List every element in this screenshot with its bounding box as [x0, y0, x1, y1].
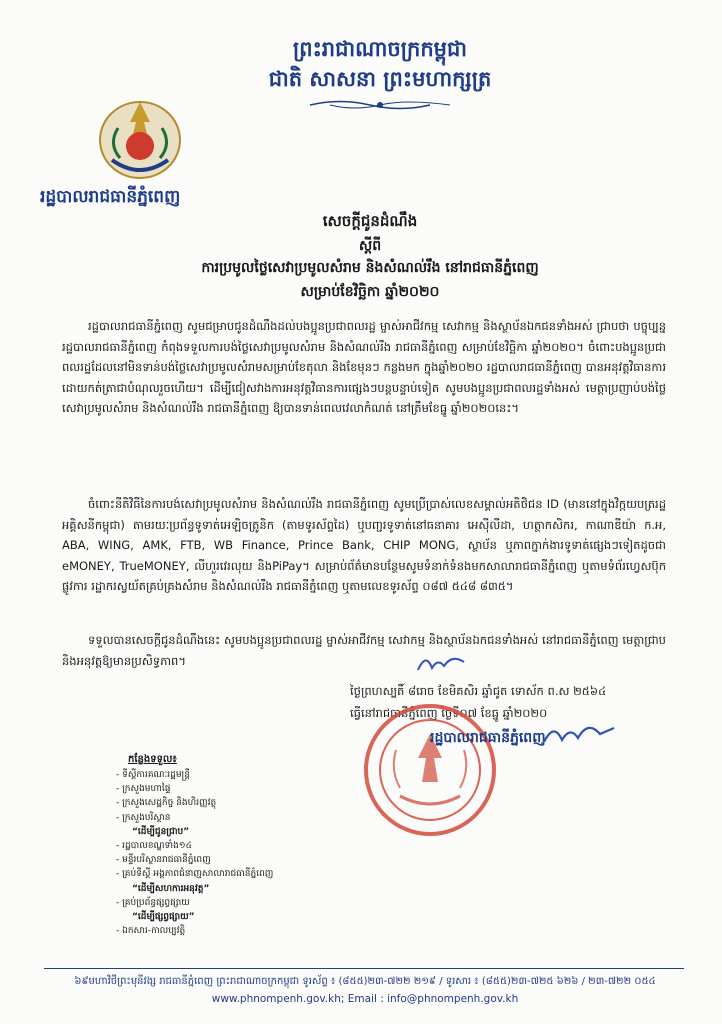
- recipient-item: - មន្ទីរបរិស្ថានរាជធានីភ្នំពេញ: [116, 855, 211, 866]
- notice-subject-label: ស្តីពី: [358, 238, 382, 254]
- notice-title: សេចក្តីជូនដំណឹង: [322, 212, 418, 230]
- paragraph-text: ចំពោះនីតិវិធីនៃការបង់សេវាប្រមូលសំរាម និងសំណល់រឹង រាជធានីភ្នំពេញ សូមប្រើប្រាស់លេខសម្គាល់អតិថិជន ID (មាននៅក្នុងវិក្កយបត្ររដ្ឋអគ្គិសនីកម្ពុជា) តាមរយៈប្រព័ន្ធទូទាត់អេឡិចត្រូនិក (តាមទូរស័ព្ទដៃ) ឬបញ្ជរទូទាត់នៅធនាគារ អេស៊ីលីដា, ហត្ថាកសិករ, កាណាឌីយ៉ា ក.អ, ABA, WING, AMK, FTB, WB Finance, Prince Bank, CHIP MONG, ស្ថាប័ន ឬភាពក្នាក់ងារទូទាត់ផ្សេងៗទៀតដូចជា eMONEY, TrueMONEY, លីហួរវេរលុយ និងPiPay។ សម្រាប់ព័ត៌មានបន្ថែមសូមទំនាក់ទំនងមកសាលារាជធានីភ្នំពេញ ឬតាមទំព័រហ្វេសប៊ុកផ្លូវការ រដ្ឋាករស្វយ័តគ្រប់គ្រងសំរាម និងសំណល់រឹង រាជធានីភ្នំពេញ ឬតាមលេខទូរស័ព្ទ ០៨៧ ៥៤៨ ៨៣៥។: [62, 497, 666, 594]
- lunar-date: ថ្ងៃព្រហស្បតិ៍ ៨រោច ខែមិគសិរ ឆ្នាំជូត ទោស័ក ព.ស ២៥៦៤: [350, 684, 607, 698]
- body-paragraph-1: [62, 316, 666, 419]
- notice-subject: ការប្រមូលថ្លៃសេវាប្រមូលសំរាម និងសំណល់រឹង នៅរាជធានីភ្នំពេញ: [201, 260, 539, 276]
- issuing-authority: រដ្ឋបាលរាជធានីភ្នំពេញ: [40, 187, 181, 207]
- recipients-list: [116, 768, 273, 938]
- recipient-item: - គ្រប់ប្រព័ន្ធផ្សព្វផ្សាយ: [116, 897, 190, 908]
- initial-mark-icon: [414, 650, 474, 678]
- issue-date: ធ្វើនៅរាជធានីភ្នំពេញ ថ្ងៃទី០៧ ខែធ្នូ ឆ្នាំ២០២០: [350, 706, 548, 720]
- recipient-item: - ក្រសួងមហាផ្ទៃ: [116, 784, 171, 795]
- recipient-purpose: “ដើម្បីជូនជ្រាប”: [132, 826, 190, 837]
- footer-contact-links[interactable]: www.phnompenh.gov.kh; Email : info@phnompenh.gov.kh: [211, 993, 519, 1005]
- kingdom-heading: ព្រះរាជាណាចក្រកម្ពុជា: [292, 37, 467, 61]
- recipient-item: - ក្រសួងបរិស្ថាន: [116, 812, 171, 823]
- footer-address: ៦៩មហាវិថីព្រះមុនីវង្ស រាជធានីភ្នំពេញ ព្រះរាជាណាចក្រកម្ពុជា ទូរស័ព្ទ ៖ (៨៥៥)២៣-៧២២ ២១៩ / ទូរសារ ៖ (៨៥៥)២៣-៧២៥ ៦២៦ / ២៣-៧២២ ០៥៤: [74, 976, 656, 987]
- footer-divider: [44, 968, 684, 969]
- header-ornament: [300, 98, 460, 112]
- city-emblem-icon: [92, 88, 188, 184]
- recipient-item: - គ្រប់ទីស្តី អង្គភាពជំនាញសាលារាជធានីភ្នំពេញ: [116, 869, 274, 880]
- recipient-item: - រដ្ឋបាលខណ្ឌទាំង១៤: [116, 840, 192, 851]
- paragraph-text: រដ្ឋបាលរាជធានីភ្នំពេញ សូមជម្រាបជូនដំណឹងដល់បងប្អូនប្រជាពលរដ្ឋ ម្ចាស់អាជីវកម្ម សេវាកម្ម និងស្ថាប័នឯកជនទាំងអស់ ជ្រាបថា បច្ចុប្បន្ន រដ្ឋបាលរាជធានីភ្នំពេញ កំពុងទទួលការបង់ថ្លៃសេវាប្រមូលសំរាម និងសំណល់រឹង រាជធានីភ្នំពេញ សម្រាប់ខែវិច្ឆិកា ឆ្នាំ២០២០។ ចំពោះបងប្អូនប្រជាពលរដ្ឋដែលនៅមិនទាន់បង់ថ្លៃសេវាប្រមូលសំរាមសម្រាប់ខែតុលា និងខែមុនៗ កន្លងមក ក្នុងឆ្នាំ២០២០ រដ្ឋបាលរាជធានីភ្នំពេញ បានអនុវត្តវិធានការដោយកត់ត្រាជាបំណុលរួចហើយ។ ដើម្បីជៀសវាងការអនុវត្តវិធានការផ្សេងៗបន្តបន្ទាប់ទៀត សូមបងប្អូនប្រជាពលរដ្ឋទាំងអស់ មេត្តាប្រញាប់បង់ថ្លៃសេវាប្រមូលសំរាម និងសំណល់រឹង រាជធានីភ្នំពេញ ឱ្យបានទាន់ពេលវេលាកំណត់ នៅត្រឹមខែធ្នូ ឆ្នាំ២០២០នេះ។: [62, 319, 666, 416]
- recipient-item: - ឯកសារ-កាលប្បវត្តិ: [116, 926, 186, 937]
- recipients-heading: កន្លែងទទួល៖: [128, 754, 177, 765]
- body-paragraph-3: [62, 630, 666, 671]
- recipient-item: - ក្រសួងសេដ្ឋកិច្ច និងហិរញ្ញវត្ថុ: [116, 798, 217, 809]
- signing-authority: រដ្ឋបាលរាជធានីភ្នំពេញ: [430, 730, 546, 746]
- paragraph-text: ទទួលបានសេចក្តីជូនដំណឹងនេះ សូមបងប្អូនប្រជាពលរដ្ឋ ម្ចាស់អាជីវកម្ម សេវាកម្ម និងស្ថាប័នឯកជនទាំងអស់ នៅរាជធានីភ្នំពេញ មេត្តាជ្រាប និងអនុវត្តឱ្យមានប្រសិទ្ធភាព។: [62, 633, 666, 668]
- recipient-purpose: “ដើម្បីសហការអនុវត្ត”: [132, 883, 210, 894]
- notice-period: សម្រាប់ខែវិច្ឆិកា ឆ្នាំ២០២០: [300, 284, 440, 300]
- recipient-item: - ទីស្តីការគណៈរដ្ឋមន្ត្រី: [116, 770, 190, 780]
- body-paragraph-2: [62, 494, 666, 597]
- signature-icon: [540, 716, 620, 752]
- official-seal-icon: [360, 700, 500, 840]
- national-motto: ជាតិ សាសនា ព្រះមហាក្សត្រ: [268, 67, 492, 91]
- recipient-purpose: “ដើម្បីផ្សព្វផ្សាយ”: [132, 911, 195, 922]
